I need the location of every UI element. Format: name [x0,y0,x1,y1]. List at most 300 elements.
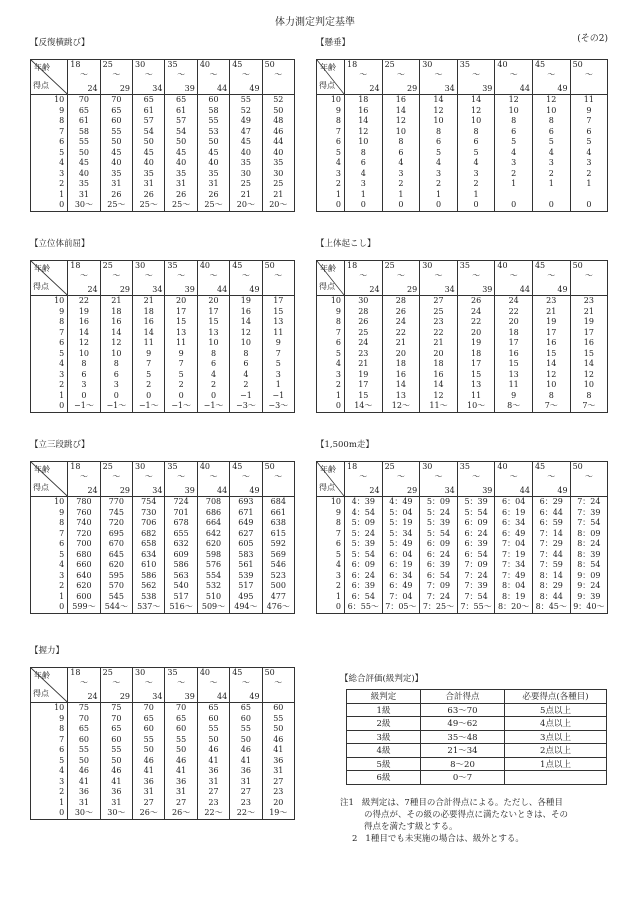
age-group-header [345,60,383,95]
age-label: 年齢 [34,465,50,474]
range-tilde: 〜 [112,70,121,79]
table-row [317,338,608,349]
grade-cell: 2点以上 [505,744,607,758]
value-cell: 10 [532,380,570,391]
age-from: 50 [264,261,275,270]
value-cell: 7：25〜 [420,602,458,613]
value-cell: 4：54 [345,508,383,519]
range-tilde: 〜 [177,678,186,687]
value-cell: 19〜 [262,808,294,819]
age-to: 24 [87,284,98,294]
note-2-line [340,833,610,845]
value-cell: 15 [532,349,570,360]
value-cell: 9 [165,349,197,360]
value-cell: 60 [68,735,100,746]
age-group-header [532,462,570,497]
value-cell: 2 [532,169,570,180]
value-cell: 600 [68,592,100,603]
grade-cell: 21〜34 [421,744,505,758]
table-row [31,714,295,725]
table-row [31,169,295,180]
score-cell: 7 [31,735,68,746]
value-cell: 6：24 [345,571,383,582]
value-cell: 509〜 [197,602,229,613]
value-cell: 5 [133,370,165,381]
range-tilde: 〜 [209,472,218,481]
value-cell: 4 [457,158,495,169]
value-cell: 25〜 [133,200,165,211]
table-row [317,560,608,571]
table-row [317,380,608,391]
page-title: 体力測定判定基準 [275,17,355,28]
score-label: 得点 [33,281,49,291]
value-cell: 12 [532,370,570,381]
value-cell: 65 [197,703,229,714]
value-cell: 0 [457,200,495,211]
grade-row [347,703,607,717]
value-cell: 20 [262,798,294,809]
grade-cell: 2級 [347,717,421,731]
value-cell: 2 [165,380,197,391]
value-cell: 55 [133,735,165,746]
score-label: 得点 [33,688,49,698]
age-group-header [165,261,197,296]
score-cell: 9 [31,508,68,519]
value-cell: 693 [230,497,262,508]
value-cell: 70 [100,714,132,725]
value-cell: 65 [230,703,262,714]
range-tilde: 〜 [509,271,518,280]
table-row [317,200,608,211]
age-from: 30 [422,60,433,69]
value-cell: 8：20〜 [495,602,533,613]
note-1-text: 級判定は、7種目の合計得点による。ただし、各種目 [361,798,563,808]
table-row [31,756,295,767]
value-cell: 4 [532,148,570,159]
age-group-header [133,668,165,703]
value-cell: 35 [68,179,100,190]
score-cell: 4 [317,560,345,571]
score-cell: 10 [31,296,68,307]
value-cell: 760 [68,508,100,519]
table-title: 【1,500m走】 [316,440,374,450]
value-cell: 31 [133,179,165,190]
range-tilde: 〜 [177,271,186,280]
value-cell: 70 [68,714,100,725]
value-cell: 2 [197,380,229,391]
value-cell: 1 [495,179,533,190]
table-row [31,179,295,190]
value-cell: 55 [100,127,132,138]
table-row [317,328,608,339]
age-group-header [68,261,100,296]
score-cell: 6 [31,539,68,550]
score-cell: 4 [31,158,68,169]
table-header-row [31,462,295,497]
grade-cell [505,771,607,785]
score-cell: 9 [31,106,68,117]
value-cell: 6：44 [532,508,570,519]
score-cell: 7 [31,529,68,540]
value-cell: 35 [262,158,294,169]
age-score-corner [317,261,345,296]
table-row [31,391,295,402]
value-cell: 11 [133,338,165,349]
value-cell: 0 [165,391,197,402]
range-tilde: 〜 [434,70,443,79]
value-cell: 46 [262,127,294,138]
value-cell: 671 [230,508,262,519]
table-row [317,370,608,381]
value-cell: 5：39 [457,497,495,508]
age-from: 30 [422,462,433,471]
value-cell: 6：04 [382,550,420,561]
value-cell: 477 [262,592,294,603]
value-cell: 21 [100,296,132,307]
value-cell: 6 [68,370,100,381]
value-cell: 8 [495,116,533,127]
table-row [31,766,295,777]
value-cell: 35 [165,169,197,180]
score-cell: 1 [31,391,68,402]
value-cell: 1 [420,190,458,201]
value-cell: 14 [420,95,458,106]
value-cell: 41 [68,777,100,788]
table-row [31,529,295,540]
value-cell: 8：24 [570,539,608,550]
value-cell: 19 [457,338,495,349]
value-cell: 45 [230,137,262,148]
score-cell: 3 [317,571,345,582]
value-cell: 21 [570,307,608,318]
range-tilde: 〜 [241,678,250,687]
value-cell: 31 [165,179,197,190]
value-cell: 700 [68,539,100,550]
table-row [31,370,295,381]
value-cell: 55 [68,745,100,756]
age-group-header [382,60,420,95]
age-group-header [197,60,229,95]
range-tilde: 〜 [472,271,481,280]
value-cell: 10 [570,380,608,391]
value-cell: 17 [495,338,533,349]
value-cell: 22 [420,328,458,339]
range-tilde: 〜 [274,70,283,79]
value-cell: 670 [100,539,132,550]
age-to: 49 [249,485,260,495]
note-1-mark: 注1 [340,798,354,808]
value-cell: 50 [100,756,132,767]
value-cell: 6 [570,127,608,138]
score-label: 得点 [33,80,49,90]
value-cell: 3 [345,179,383,190]
table-row [317,550,608,561]
value-cell: 17 [570,328,608,339]
value-cell: 634 [133,550,165,561]
age-score-corner [31,60,68,95]
value-cell: 12 [420,391,458,402]
page-subtitle: (その2) [577,34,608,44]
value-cell: 3 [382,169,420,180]
table-row [31,560,295,571]
value-cell: 15 [345,391,383,402]
value-cell: 26 [197,190,229,201]
value-cell: 15 [197,317,229,328]
age-label: 年齢 [320,63,336,72]
table-row [317,497,608,508]
score-label: 得点 [33,482,49,492]
range-tilde: 〜 [396,472,405,481]
value-cell: 8：45〜 [532,602,570,613]
range-tilde: 〜 [144,70,153,79]
value-cell: 6 [100,370,132,381]
value-cell: 7：19 [495,550,533,561]
value-cell: 10 [495,106,533,117]
value-cell: 12 [532,95,570,106]
value-cell: 26 [457,296,495,307]
age-from: 18 [70,668,81,677]
value-cell: 6：54 [345,592,383,603]
value-cell: 60 [230,714,262,725]
value-cell: 30 [262,169,294,180]
score-cell: 5 [317,349,345,360]
age-group-header [100,261,132,296]
value-cell: 500 [262,581,294,592]
grade-header-cell: 級判定 [347,690,421,704]
value-cell: 21 [262,190,294,201]
value-cell: 13 [457,380,495,391]
age-group-header [68,668,100,703]
note-2-mark: 2 [352,834,358,844]
value-cell: −1 [230,391,262,402]
value-cell: 5：04 [382,508,420,519]
value-cell: 745 [100,508,132,519]
value-cell: 20〜 [230,200,262,211]
value-cell: 7 [165,359,197,370]
value-cell: 60 [100,735,132,746]
age-to: 49 [249,83,260,93]
value-cell: 16 [532,338,570,349]
value-cell: 680 [68,550,100,561]
value-cell: 8：44 [532,592,570,603]
table-title: 【反復横跳び】 [30,38,90,48]
value-cell: 18 [345,95,383,106]
value-cell: 620 [197,539,229,550]
value-cell: 20 [382,349,420,360]
value-cell: 570 [100,581,132,592]
grade-header-cell: 必要得点(各種目) [505,690,607,704]
value-cell: 7：24 [457,571,495,582]
value-cell: 4：49 [382,497,420,508]
value-cell: 27 [197,787,229,798]
value-cell: 35 [100,169,132,180]
value-cell: 46 [68,766,100,777]
value-cell: 26〜 [165,808,197,819]
score-cell: 1 [317,592,345,603]
table-row [31,497,295,508]
value-cell: 544〜 [100,602,132,613]
value-cell: 6 [197,359,229,370]
table-row [31,338,295,349]
age-to: 44 [519,485,530,495]
value-cell: 46 [197,745,229,756]
value-cell: 17 [345,380,383,391]
age-from: 50 [264,462,275,471]
value-cell: 706 [133,518,165,529]
value-cell: 30 [230,169,262,180]
table-header-row [31,60,295,95]
value-cell: 65 [68,106,100,117]
value-cell: 20 [457,328,495,339]
value-cell: 27 [133,798,165,809]
value-cell: 638 [262,518,294,529]
value-cell: 5 [262,359,294,370]
value-cell: 7：39 [457,581,495,592]
table-row [31,571,295,582]
value-cell: 10 [532,106,570,117]
score-cell: 9 [317,307,345,318]
table-row [317,391,608,402]
range-tilde: 〜 [274,271,283,280]
value-cell: 21 [133,296,165,307]
value-cell: 661 [262,508,294,519]
value-cell: 576 [197,560,229,571]
value-cell: 23 [420,317,458,328]
range-tilde: 〜 [547,472,556,481]
note-2-text: 1種目でも未実施の場合は、級外とする。 [365,834,524,844]
value-cell: 6：24 [457,529,495,540]
value-cell: 60 [165,724,197,735]
score-cell: 0 [317,200,345,211]
value-cell: 14 [230,317,262,328]
range-tilde: 〜 [359,271,368,280]
value-cell: 55 [230,724,262,735]
table-row [317,602,608,613]
score-cell: 9 [31,714,68,725]
value-cell: 10 [382,127,420,138]
value-cell: 540 [165,581,197,592]
value-cell: 8：19 [495,592,533,603]
value-cell: 23 [570,296,608,307]
value-cell: −1 [262,391,294,402]
age-group-header [495,60,533,95]
range-tilde: 〜 [79,271,88,280]
age-from: 45 [232,261,243,270]
value-cell: 7：04 [495,539,533,550]
age-group-header [570,60,608,95]
value-cell: 41 [230,756,262,767]
value-cell: 31 [197,179,229,190]
score-cell: 7 [317,328,345,339]
value-cell: −3〜 [262,401,294,412]
value-cell: 40 [100,158,132,169]
score-cell: 10 [317,95,345,106]
age-to: 44 [217,485,228,495]
value-cell: 642 [197,529,229,540]
value-cell: 30 [345,296,383,307]
grade-row [347,757,607,771]
table-row [31,745,295,756]
value-cell: 23 [532,296,570,307]
age-to: 24 [369,83,380,93]
value-cell: 13 [197,328,229,339]
value-cell: 46 [165,756,197,767]
age-from: 35 [167,462,178,471]
age-from: 25 [102,60,113,69]
table-row [317,296,608,307]
value-cell: 19 [68,307,100,318]
value-cell: 16 [382,370,420,381]
score-cell: 10 [317,497,345,508]
value-cell: 36 [100,787,132,798]
table-row [317,158,608,169]
value-cell: 7：09 [457,560,495,571]
value-cell: 24 [382,317,420,328]
value-cell: 31 [197,777,229,788]
table-row [317,137,608,148]
value-cell: 9：09 [570,571,608,582]
age-group-header [262,462,294,497]
value-cell: 3 [420,169,458,180]
value-cell: 58 [68,127,100,138]
grade-header-cell: 合計得点 [421,690,505,704]
grade-cell: 3点以上 [505,730,607,744]
age-to: 49 [249,691,260,701]
value-cell: 6：54 [457,550,495,561]
age-from: 25 [384,261,395,270]
value-cell: 8〜 [495,401,533,412]
value-cell: 720 [68,529,100,540]
age-to: 34 [152,83,163,93]
value-cell: 609 [165,550,197,561]
value-cell: 583 [230,550,262,561]
value-cell: 724 [165,497,197,508]
value-cell: 26〜 [133,808,165,819]
value-cell: 6：29 [532,497,570,508]
age-from: 35 [459,261,470,270]
value-cell: 10 [68,349,100,360]
value-cell: 8 [457,127,495,138]
value-cell: 592 [262,539,294,550]
value-cell: 15 [457,370,495,381]
table-row [31,148,295,159]
age-score-corner [317,60,345,95]
range-tilde: 〜 [584,271,593,280]
age-to: 39 [184,691,195,701]
table-title: 【懸垂】 [316,38,351,48]
value-cell: 36 [262,756,294,767]
age-to: 24 [369,284,380,294]
age-to: 44 [519,83,530,93]
score-cell: 4 [317,158,345,169]
value-cell: 50 [165,137,197,148]
value-cell: 0 [100,391,132,402]
value-cell: 57 [133,116,165,127]
value-cell: 50 [133,137,165,148]
age-group-header [100,462,132,497]
value-cell: 22〜 [197,808,229,819]
score-cell: 2 [31,380,68,391]
score-cell: 2 [31,581,68,592]
value-cell: 12 [457,106,495,117]
age-group-header [262,668,294,703]
score-cell: 5 [31,550,68,561]
value-cell: 9 [133,349,165,360]
value-cell: 6：09 [420,539,458,550]
note-1-line: 得点を満たす級とする。 [364,822,458,832]
value-cell [570,190,608,201]
value-cell: 554 [197,571,229,582]
